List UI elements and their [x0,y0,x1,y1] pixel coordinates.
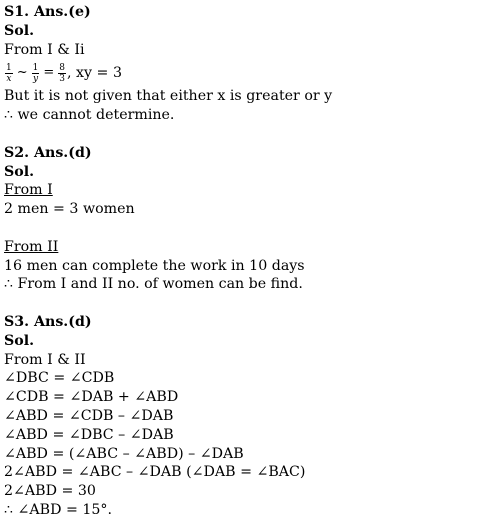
s1-line: From I & Ii [4,41,85,58]
s3-line: ∠ABD = ∠CDB – ∠DAB [4,407,174,424]
s3-line: ∠CDB = ∠DAB + ∠ABD [4,389,179,406]
s2-heading: S2. Ans.(d) [4,144,92,161]
s2-part1-text: 2 men = 3 women [4,201,135,218]
s3-heading: S3. Ans.(d) [4,313,92,330]
fraction: $\frac{1}{y}$ [32,62,39,84]
s3-line: ∠ABD = ∠DBC – ∠DAB [4,426,174,443]
operator: ~ [16,65,28,81]
s1-formula [4,59,486,87]
s2-line: ∴ From I and II no. of women can be find. [4,276,303,293]
s1-sol-label: Sol. [4,22,35,39]
operator: = [43,65,55,81]
s2-line: 16 men can complete the work in 10 days [4,257,305,274]
s3-sol-label: Sol. [4,332,35,349]
s3-line: From I & II [4,351,86,368]
spacer [4,219,486,238]
s2-part1-title: From I [4,182,53,199]
s1-line: But it is not given that either x is greater or y [4,88,333,105]
s3-line: ∠ABD = (∠ABC – ∠ABD) – ∠DAB [4,445,244,462]
spacer [4,125,486,144]
s3-line: ∴ ∠ABD = 15°. [4,501,113,518]
solution-s2 [4,144,486,294]
s2-part2-title: From II [4,238,59,255]
s3-line: ∠DBC = ∠CDB [4,370,115,387]
solution-s1 [4,3,486,125]
solution-s3 [4,313,486,520]
fraction: $\frac{8}{3}$ [59,62,66,84]
s3-line: 2∠ABD = ∠ABC – ∠DAB (∠DAB = ∠BAC) [4,464,306,481]
s1-heading: S1. Ans.(e) [4,4,91,20]
fraction: $\frac{1}{x}$ [6,62,12,84]
spacer [4,294,486,313]
s3-line: 2∠ABD = 30 [4,483,96,500]
formula-tail: , xy = 3 [67,65,122,82]
s2-sol-label: Sol. [4,163,35,180]
s1-line: ∴ we cannot determine. [4,107,175,124]
